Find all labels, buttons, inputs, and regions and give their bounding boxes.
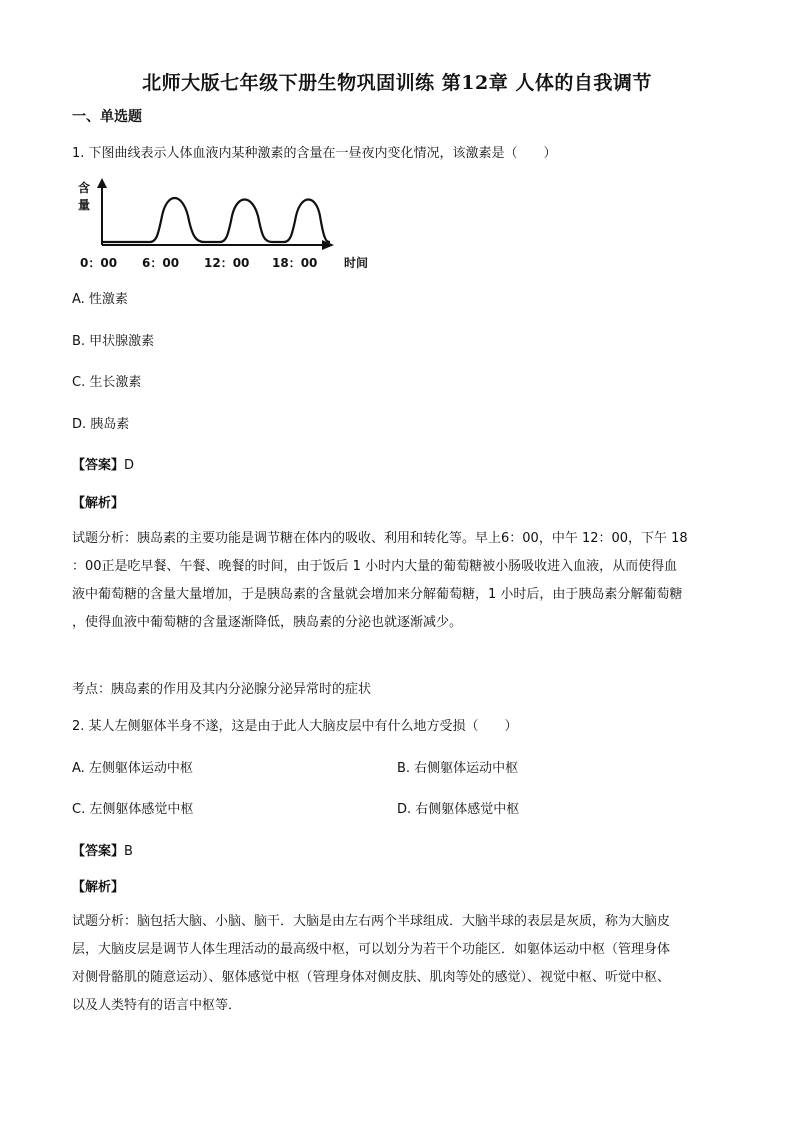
q2-option-b: B. 右侧躯体运动中枢 <box>397 761 519 776</box>
x-tick-0: 0：00 <box>80 256 118 270</box>
answer-value: B <box>124 844 133 859</box>
q1-hormone-curve-figure <box>72 178 392 273</box>
q2-answer <box>72 843 133 861</box>
answer-tag: 【答案】 <box>72 458 125 473</box>
q2-analysis-tag: 【解析】 <box>72 880 125 895</box>
q2-option-d: D. 右侧躯体感觉中枢 <box>397 802 520 817</box>
analysis-line: ，使得血液中葡萄糖的含量逐渐降低，胰岛素的分泌也就逐渐减少。 <box>72 615 463 630</box>
page-title: 北师大版七年级下册生物巩固训练 第12章 人体的自我调节 <box>142 72 652 94</box>
analysis-line: 对侧骨骼肌的随意运动）、躯体感觉中枢（管理身体对侧皮肤、肌肉等处的感觉）、视觉中枢、听觉中枢、 <box>72 970 671 985</box>
hormone-curve <box>102 198 330 242</box>
q1-stem: 1. 下图曲线表示人体血液内某种激素的含量在一昼夜内变化情况，该激素是（ ） <box>72 146 557 161</box>
analysis-line: 层，大脑皮层是调节人体生理活动的最高级中枢，可以划分为若干个功能区．如躯体运动中枢（管理身体 <box>72 942 671 957</box>
q1-option-d: D. 胰岛素 <box>72 417 130 432</box>
analysis-line: ：00正是吃早餐、午餐、晚餐的时间，由于饭后 1 小时内大量的葡萄糖被小肠吸收进入血液，从而使得血 <box>72 559 678 574</box>
answer-tag: 【答案】 <box>72 844 125 859</box>
q2-option-a: A. 左侧躯体运动中枢 <box>72 761 193 776</box>
y-axis-label-2: 量 <box>78 198 91 212</box>
x-axis-label: 时间 <box>344 256 369 270</box>
analysis-line: 试题分析：脑包括大脑、小脑、脑干．大脑是由左右两个半球组成．大脑半球的表层是灰质，称为大脑皮 <box>72 914 671 929</box>
x-tick-12: 12：00 <box>204 256 250 270</box>
q1-answer <box>72 457 134 475</box>
x-tick-6: 6：00 <box>142 256 180 270</box>
q1-option-c: C. 生长激素 <box>72 375 142 390</box>
q2-option-c: C. 左侧躯体感觉中枢 <box>72 802 194 817</box>
section-heading: 一、单选题 <box>72 109 142 125</box>
q1-option-b: B. 甲状腺激素 <box>72 334 155 349</box>
q1-analysis-tag: 【解析】 <box>72 496 125 511</box>
y-axis-arrow <box>97 178 107 188</box>
x-tick-18: 18：00 <box>272 256 318 270</box>
q1-option-a: A. 性激素 <box>72 292 128 307</box>
y-axis-label-1: 含 <box>78 181 91 195</box>
q2-analysis <box>72 908 724 1020</box>
q2-stem: 2. 某人左侧躯体半身不遂，这是由于此人大脑皮层中有什么地方受损（ ） <box>72 719 518 734</box>
analysis-line: 以及人类特有的语言中枢等． <box>72 998 242 1013</box>
q1-analysis <box>72 525 724 637</box>
analysis-line: 液中葡萄糖的含量大量增加，于是胰岛素的含量就会增加来分解葡萄糖，1 小时后，由于胰岛素分解葡萄糖 <box>72 587 683 602</box>
answer-value: D <box>124 458 135 473</box>
q1-kaodian: 考点：胰岛素的作用及其内分泌腺分泌异常时的症状 <box>72 682 372 697</box>
analysis-line: 试题分析：胰岛素的主要功能是调节糖在体内的吸收、利用和转化等。早上6：00，中午 12：00，下午 18 <box>72 531 688 546</box>
